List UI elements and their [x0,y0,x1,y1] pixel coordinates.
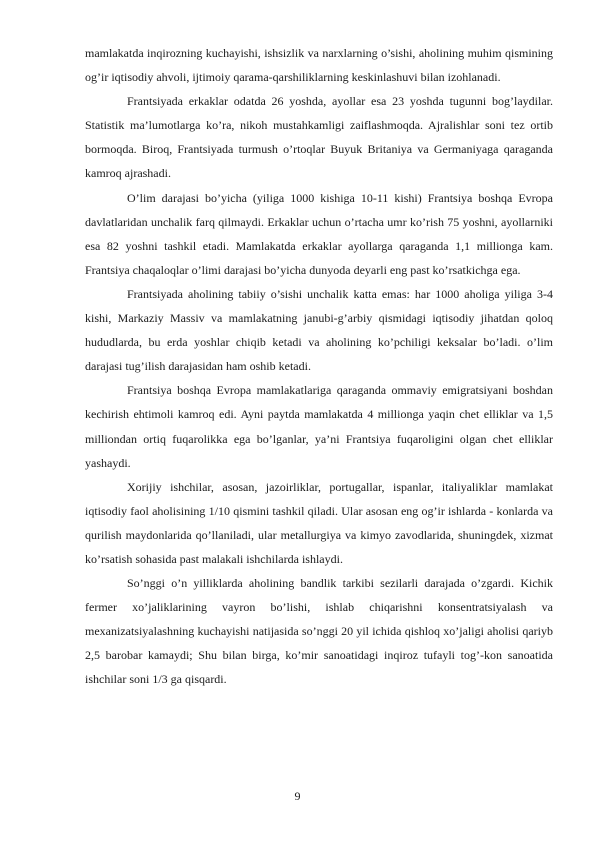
body-text [85,41,553,692]
paragraph-7: So’nggi o’n yilliklarda aholining bandlik tarkibi sezilarli darajada o’zgardi. Kichik fermer xo’jaliklarining vayron bo’lishi, ishlab chiqarishni konsentratsiyalash va mexanizatsiyalashning kuchayishi natijasida so’nggi 20 yil ichida qishloq xo’jaligi aholisi qariyb 2,5 barobar kamaydi; Shu bilan birga, ko’mir sanoatidagi inqiroz tufayli tog’-kon sanoatida ishchilar soni 1/3 ga qisqardi. [85,576,553,687]
paragraph-1: mamlakatda inqirozning kuchayishi, ishsizlik va narxlarning o’sishi, aholining muhim qismining og’ir iqtisodiy ahvoli, ijtimoiy qarama-qarshiliklarning keskinlashuvi bilan izohlanadi. [85,46,553,85]
paragraph-3: O’lim darajasi bo’yicha (yiliga 1000 kishiga 10-11 kishi) Frantsiya boshqa Evropa davlatlaridan unchalik farq qilmaydi. Erkaklar uchun o’rtacha umr ko’rish 75 yoshni, ayollarniki esa 82 yoshni tashkil etadi. Mamlakatda erkaklar ayollarga qaraganda 1,1 millionga kam. Frantsiya chaqaloqlar o’limi darajasi bo’yicha dunyoda deyarli eng past ko’rsatkichga ega. [85,190,553,277]
paragraph-6: Xorijiy ishchilar, asosan, jazoirliklar, portugallar, ispanlar, italiyaliklar mamlakat iqtisodiy faol aholisining 1/10 qismini tashkil qiladi. Ular asosan eng og’ir ishlarda - konlarda va qurilish maydonlarida qo’llaniladi, ular metallurgiya va kimyo zavodlarida, shuningdek, xizmat ko’rsatish sohasida past malakali ishchilarda ishlaydi. [85,479,553,566]
page-number: 9 [294,789,301,803]
paragraph-4: Frantsiyada aholining tabiiy o’sishi unchalik katta emas: har 1000 aholiga yiliga 3-4 kishi, Markaziy Massiv va mamlakatning janubi-g’arbiy qismidagi iqtisodiy jihatdan qoloq hududlarda, bu erda yoshlar chiqib ketadi va aholining ko’pchiligi keksalar bo’ladi. o’lim darajasi tug’ilish darajasidan ham oshib ketadi. [85,286,553,374]
paragraph-2: Frantsiyada erkaklar odatda 26 yoshda, ayollar esa 23 yoshda tugunni bog’laydilar. Statistik ma’lumotlarga ko’ra, nikoh mustahkamligi zaiflashmoqda. Ajralishlar soni tez ortib bormoqda. Biroq, Frantsiyada turmush o’rtoqlar Buyuk Britaniya va Germaniyaga qaraganda kamroq ajrashadi. [85,94,553,181]
paragraph-5: Frantsiya boshqa Evropa mamlakatlariga qaraganda ommaviy emigratsiyani boshdan kechirish ehtimoli kamroq edi. Ayni paytda mamlakatda 4 millionga yaqin chet elliklar va 1,5 milliondan ortiq fuqarolikka ega bo’lganlar, ya’ni Frantsiya fuqaroligini olgan chet elliklar yashaydi. [85,383,553,470]
